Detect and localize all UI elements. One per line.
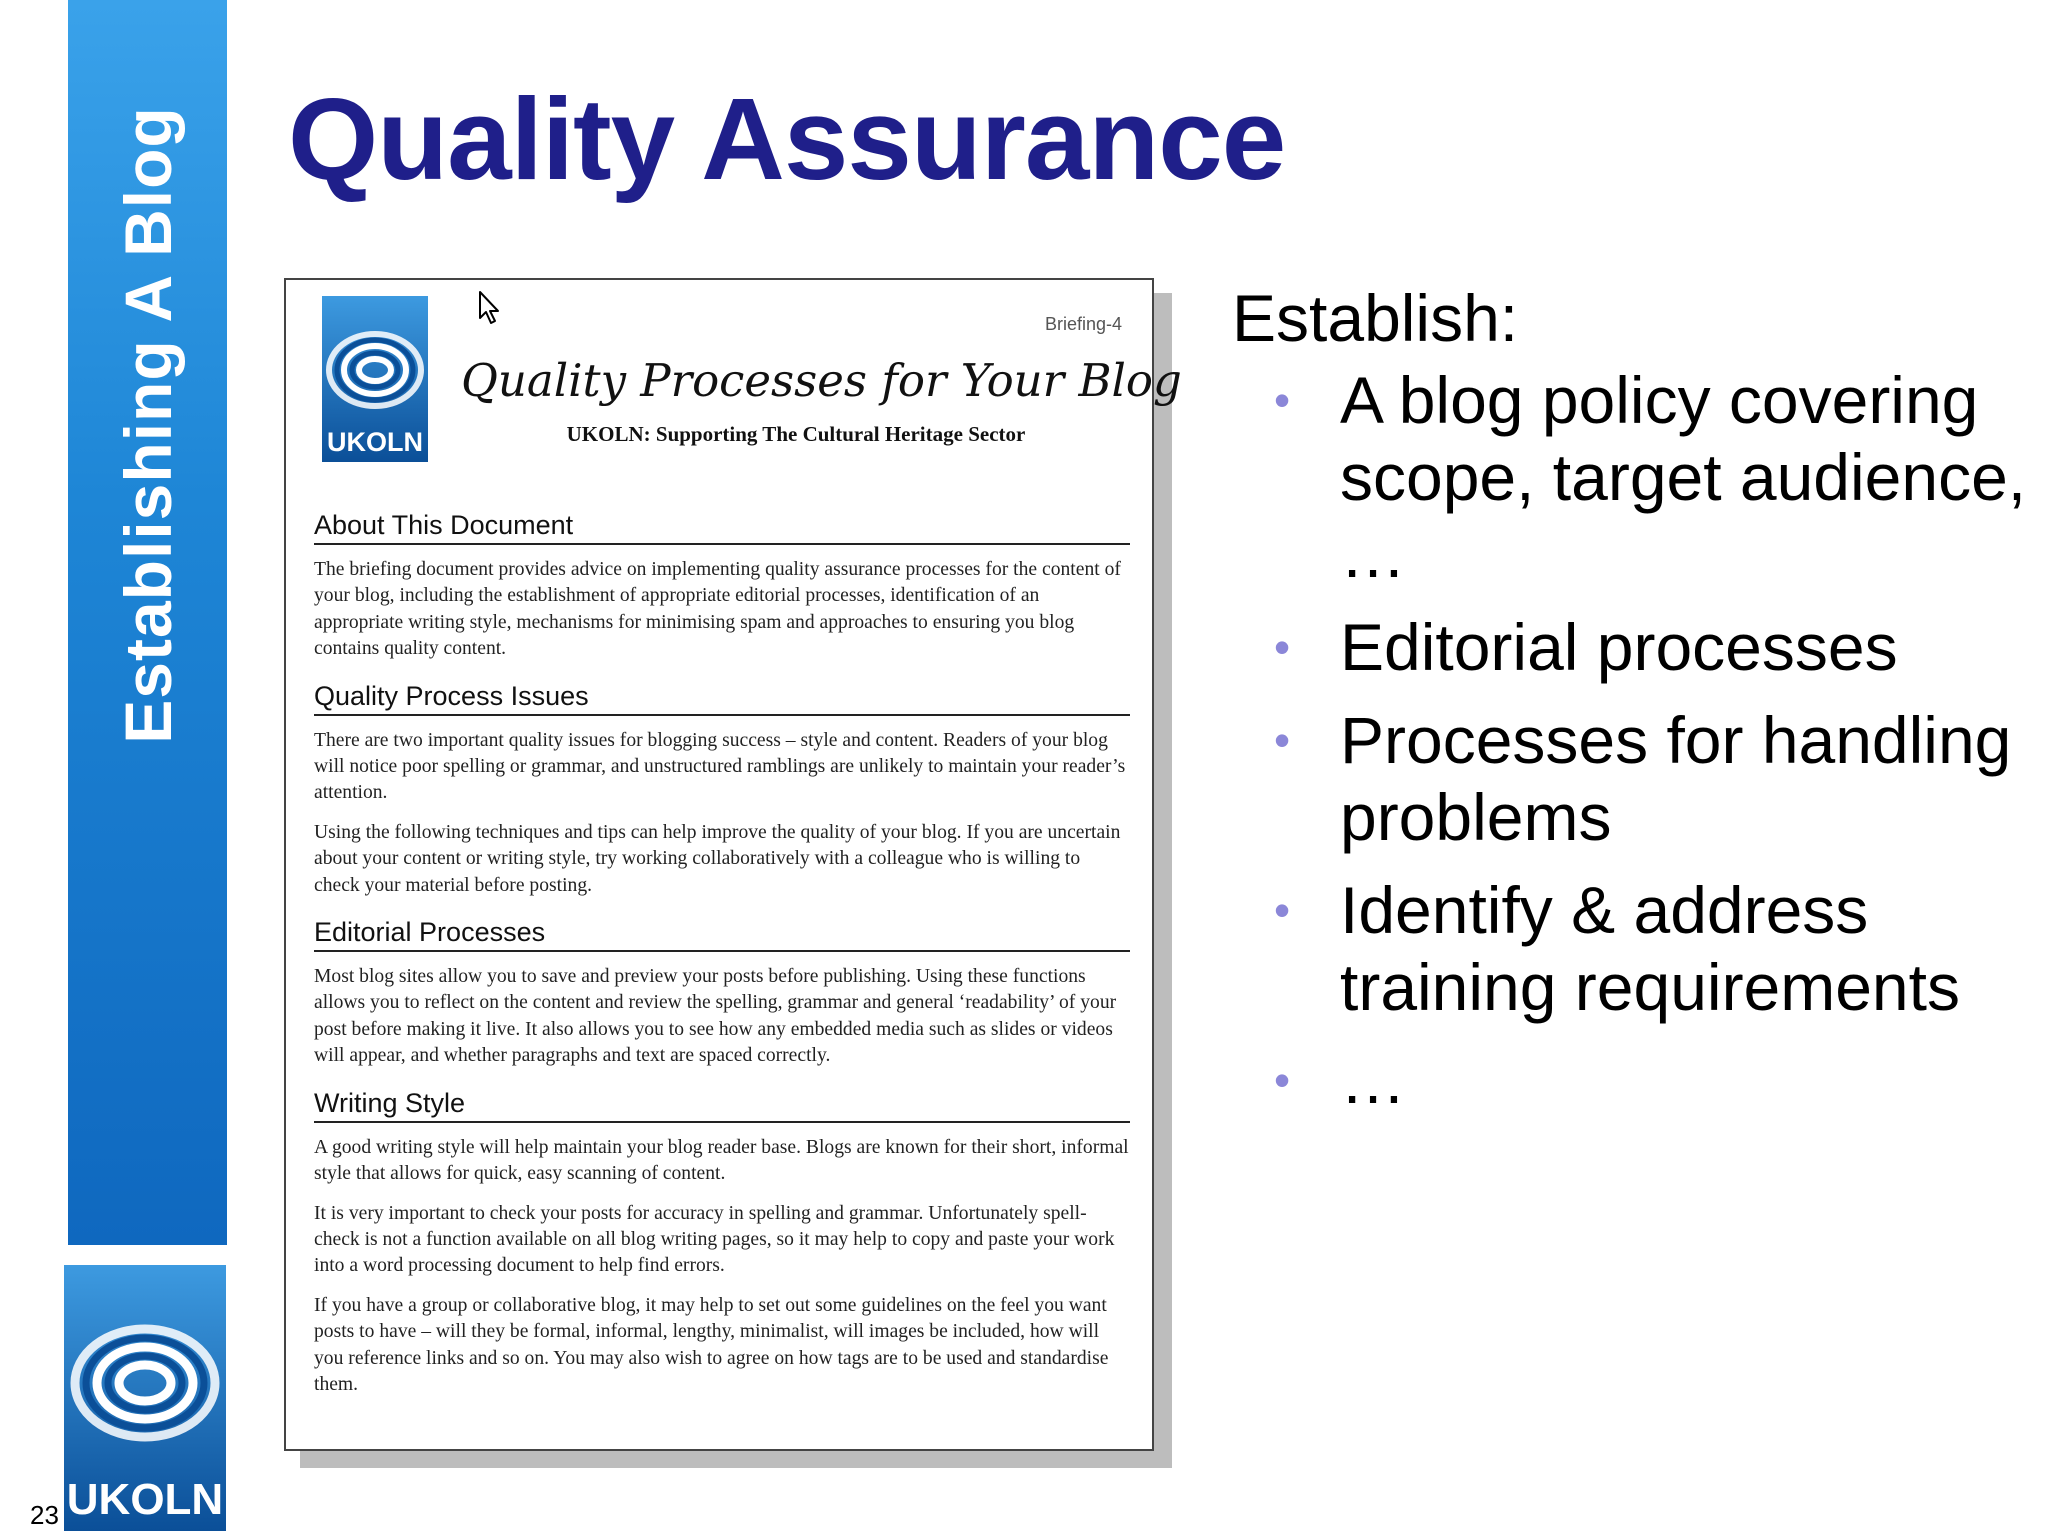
- bullet-item: [1232, 1042, 2032, 1119]
- section-label-container: [68, 0, 227, 1245]
- document-sections: [314, 510, 1130, 1411]
- bullet-item: [1232, 872, 2032, 1026]
- section-label: Establishing A Blog: [111, 106, 185, 744]
- doc-section-quality-process-issues: [314, 681, 1130, 899]
- briefing-document: [284, 278, 1182, 1451]
- section-heading: Editorial Processes: [314, 917, 1130, 952]
- bullet-text: …: [1340, 1043, 1406, 1117]
- page-number: 23: [30, 1500, 59, 1530]
- document-logo: [322, 296, 428, 462]
- section-paragraph: Using the following techniques and tips can help improve the quality of your blog. If you are uncertain about your content or writing style, try working collaboratively with a colleague who is willing to check your material before posting.: [314, 821, 1121, 896]
- bullet-dot-icon: •: [1274, 374, 1291, 426]
- content-intro: Establish:: [1232, 281, 1519, 355]
- slide-title: Quality Assurance: [288, 74, 1286, 204]
- section-heading: Writing Style: [314, 1088, 1130, 1123]
- section-paragraph: Most blog sites allow you to save and preview your posts before publishing. Using these functions allows you to reflect on the content and review the spelling, grammar and general ‘readability’ of your post before making it live. It also allows you to see how any embedded media such as slides or videos will appear, and whether paragraphs and text are spaced correctly.: [314, 966, 1117, 1067]
- mouse-cursor-icon: [478, 290, 502, 326]
- bullet-list: [1232, 362, 2032, 1119]
- doc-section-writing-style: [314, 1088, 1130, 1399]
- bullet-dot-icon: •: [1274, 884, 1291, 936]
- bullet-text: Editorial processes: [1340, 610, 1898, 684]
- document-logo-text: UKOLN: [327, 427, 423, 457]
- section-paragraph: A good writing style will help maintain your blog reader base. Blogs are known for their short, informal style that allows for quick, easy scanning of content.: [314, 1136, 1129, 1185]
- section-heading: Quality Process Issues: [314, 681, 1130, 716]
- section-paragraph: There are two important quality issues for blogging success – style and content. Readers of your blog will notice poor spelling or grammar, and unstructured ramblings are unlikely to maintain your reader’s attention.: [314, 729, 1126, 804]
- document-subtitle: UKOLN: Supporting The Cultural Heritage Sector: [566, 422, 1026, 446]
- bullet-dot-icon: •: [1274, 621, 1291, 673]
- section-heading: About This Document: [314, 510, 1130, 545]
- bullet-text: A blog policy covering scope, target audience, …: [1340, 363, 2027, 591]
- bullet-text: Identify & address training requirements: [1340, 873, 1960, 1024]
- document-title: Quality Processes for Your Blog: [461, 354, 1182, 407]
- section-paragraph: It is very important to check your posts for accuracy in spelling and grammar. Unfortunately spell-check is not a function available on all blog writing pages, so it may help to copy and paste your work into a word processing document to help find errors.: [314, 1202, 1115, 1277]
- ukoln-logo: [64, 1265, 226, 1531]
- briefing-id: Briefing-4: [1044, 314, 1122, 334]
- section-paragraph: The briefing document provides advice on implementing quality assurance processes for the content of your blog, including the establishment of appropriate editorial processes, identification of an appropriate writing style, mechanisms for minimising spam and approaches to ensuring you blog contains quality content.: [314, 559, 1121, 660]
- bullet-text: Processes for handling problems: [1340, 703, 2012, 854]
- bullet-dot-icon: •: [1274, 714, 1291, 766]
- content-column: [1232, 280, 2032, 1135]
- bullet-item: [1232, 702, 2032, 856]
- doc-section-about: [314, 510, 1130, 663]
- bullet-dot-icon: •: [1274, 1054, 1291, 1106]
- ukoln-logo-text: UKOLN: [66, 1475, 224, 1524]
- doc-section-editorial-processes: [314, 917, 1130, 1070]
- bullet-item: [1232, 609, 2032, 686]
- bullet-item: [1232, 362, 2032, 593]
- section-paragraph: If you have a group or collaborative blog, it may help to set out some guidelines on the feel you want posts to have – will they be formal, informal, lengthy, minimalist, will images be included, how will you reference links and so on. You may also wish to agree on how tags are to be used and standardise them.: [314, 1294, 1109, 1395]
